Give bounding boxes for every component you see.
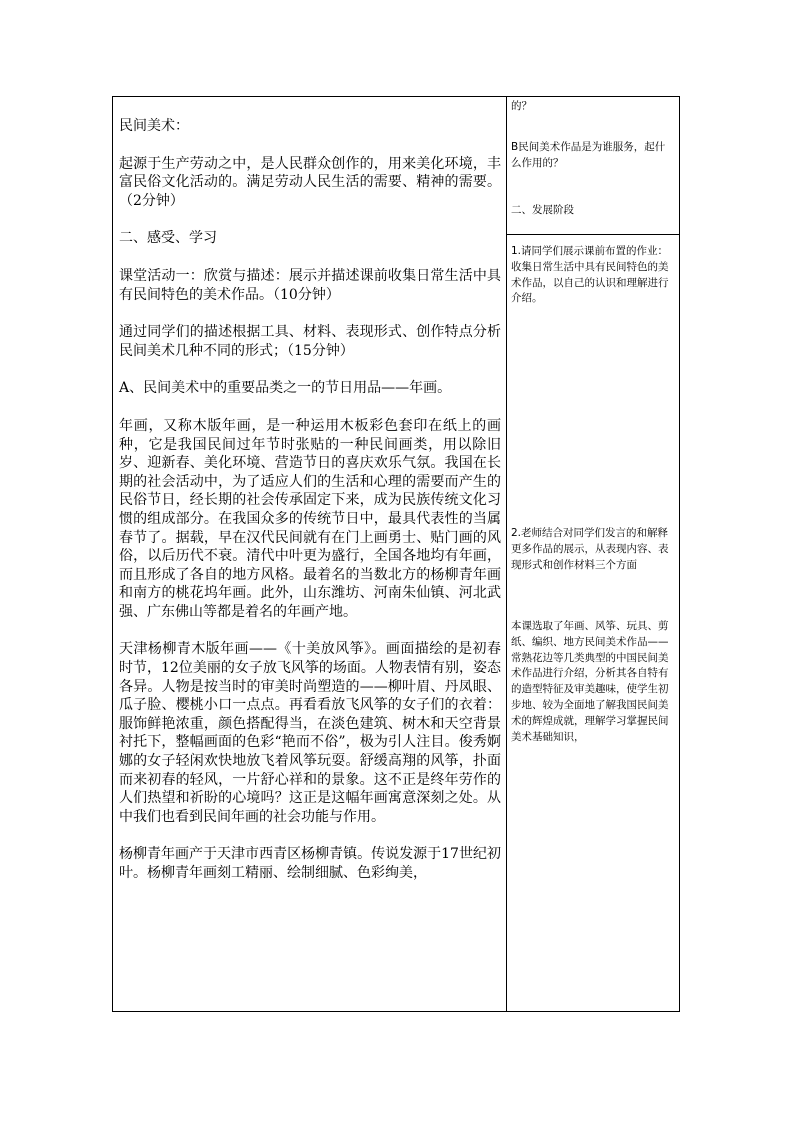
side-section-title: 二、发展阶段 [511, 204, 574, 216]
folk-art-definition: 起源于生产劳动之中，是人民群众创作的，用来美化环境，丰富民俗文化活动的。满足劳动人民生活的需要、精神的需要。（2分钟） [119, 155, 501, 209]
side-question-b: B民间美术作品是为谁服务，起什么作用的？ [511, 141, 666, 169]
activity-one: 课堂活动一：欣赏与描述：展示并描述课前收集日常生活中具有民间特色的美术作品。（10分钟） [119, 267, 501, 303]
analysis-paragraph: 通过同学们的描述根据工具、材料、表现形式、创作特点分析民间美术几种不同的形式；（15分钟） [119, 324, 501, 359]
new-year-painting-paragraph: 年画，又称木版年画，是一种运用木板彩色套印在纸上的画种，它是我国民间过年节时张贴的一种民间画类，用以除旧岁、迎新春、美化环境、营造节日的喜庆欢乐气氛。我国在长期的社会活动中，为了适应人们的生活和心理的需要而产生的民俗节日，经长期的社会传承固定下来，成为民族传统文化习惯的组成部分。在我国众多的传统节日中，最具代表性的当属春节了。据载，早在汉代民间就有在门上画勇士、贴门画的风俗，以后历代不衰。清代中叶更为盛行，全国各地均有年画，而且形成了各自的地方风格。最着名的当数北方的杨柳青年画和南方的桃花坞年画。此外，山东潍坊、河南朱仙镇、河北武强、广东佛山等都是着名的年画产地。 [119, 417, 501, 620]
side-item-2: 2.老师结合对同学们发言的和解释更多作品的展示，从表现内容、表现形式和创作材料三个方面 [511, 527, 669, 571]
teaching-content-column [119, 117, 501, 902]
section-two-heading: 二、感受、学习 [119, 230, 217, 247]
yangliuqing-origin-paragraph: 杨柳青年画产于天津市西青区杨柳青镇。传说发源于17世纪初叶。杨柳青年画刻工精丽、绘制细腻、色彩绚美， [119, 846, 501, 881]
side-summary: 本课选取了年画、风筝、玩具、剪纸、编织、地方民间美术作品——常熟花边等几类典型的中国民间美术作品进行介绍，分析其各自特有的造型特征及审美趣味，使学生初步地、较为全面地了解我国民间美术的辉煌成就，理解学习掌握民间美术基础知识， [511, 620, 669, 743]
new-year-painting-heading: A、民间美术中的重要品类之一的节日用品——年画。 [119, 380, 452, 397]
folk-art-heading: 民间美术： [119, 118, 189, 134]
yangliuqing-kite-paragraph: 天津杨柳青木版年画——《十美放风筝》。画面描绘的是初春时节，12位美丽的女子放飞风筝的场面。人物表情有别，姿态各异。人物是按当时的审美时尚塑造的——柳叶眉、丹凤眼、瓜子脸、樱桃小口一点点。再看看放飞风筝的女子们的衣着：服饰鲜艳浓重，颜色搭配得当，在淡色建筑、树木和天空背景衬托下，整幅画面的色彩“艳而不俗”，极为引人注目。俊秀婀娜的女子轻闲欢快地放飞着风筝玩耍。舒缓高翔的风筝，扑面而来初春的轻风，一片舒心祥和的景象。这不正是终年劳作的人们热望和祈盼的心境吗？这正是这幅年画寓意深刻之处。从中我们也看到民间年画的社会功能与作用。 [119, 641, 501, 825]
lesson-table [112, 96, 680, 1012]
side-item-1: 1.请同学们展示课前布置的作业：收集日常生活中具有民间特色的美术作品，以自己的认识和理解进行介绍。 [511, 245, 669, 305]
side-row-divider [506, 234, 679, 235]
side-top-fragment: 的？ [511, 100, 532, 112]
